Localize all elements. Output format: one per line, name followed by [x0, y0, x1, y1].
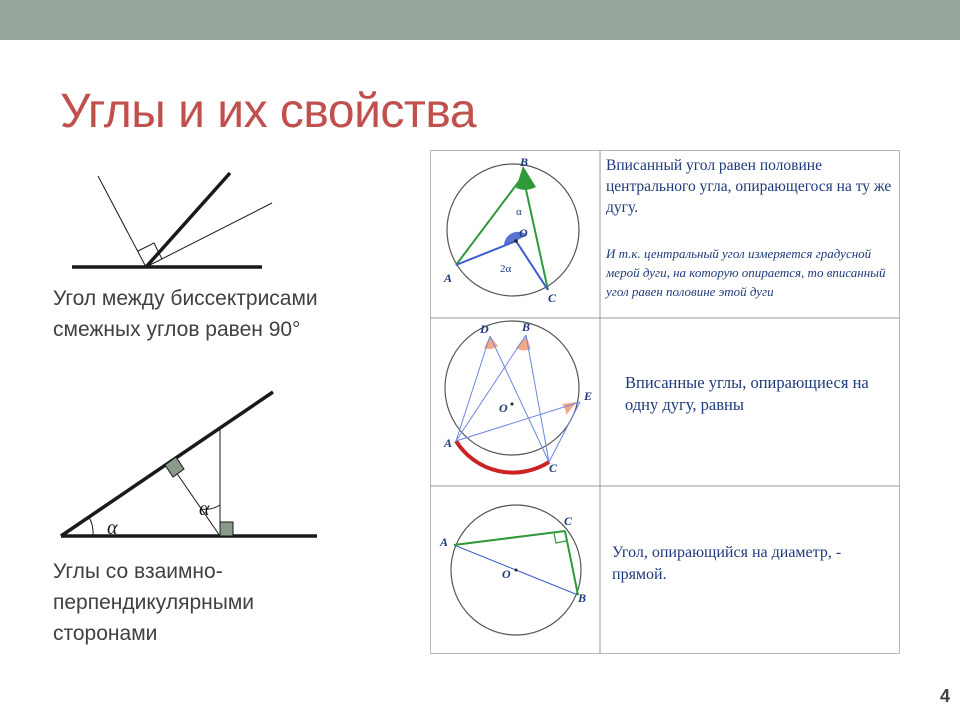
point-o-label-3: O [502, 567, 511, 581]
alpha-label: α [516, 206, 522, 218]
top-banner [0, 0, 960, 40]
point-o-label: O [519, 226, 528, 240]
alpha-label-upper: α [199, 498, 210, 520]
point-a-label-2: A [444, 436, 453, 450]
slide-title: Углы и их свойства [60, 85, 477, 138]
point-b-label-3: B [578, 591, 587, 605]
point-d-label: D [480, 322, 489, 336]
equal-angles-statement: Вписанные углы, опирающиеся на одну дугу, равны [625, 373, 869, 414]
point-b-label-2: B [522, 320, 531, 334]
point-a-label-3: A [440, 535, 449, 549]
bisectors-caption: Угол между биссектрисами смежных углов равен 90° [53, 287, 318, 341]
perpendicular-caption: Углы со взаимно-перпендикулярными сторонами [53, 560, 254, 645]
point-e-label: E [584, 389, 593, 403]
point-c-label: C [548, 291, 557, 305]
inscribed-angle-explanation: И т.к. центральный угол измеряется градусной мерой дуги, на которую опирается, то вписанный угол равен половине этой дуги [606, 246, 886, 299]
point-o-label-2: O [499, 401, 508, 415]
point-c-label-3: C [564, 514, 573, 528]
point-a-label: A [444, 271, 453, 285]
perpendicular-figure [55, 385, 325, 545]
bisectors-figure [60, 160, 280, 280]
inscribed-angle-statement: Вписанный угол равен половине центрального угла, опирающегося на ту же дугу. [606, 157, 892, 216]
two-alpha-label: 2α [500, 263, 512, 275]
slide-number: 4 [940, 686, 951, 706]
point-b-label: B [520, 155, 529, 169]
alpha-label-lower: α [107, 517, 118, 539]
point-c-label-2: C [549, 461, 558, 475]
diameter-angle-statement: Угол, опирающийся на диаметр, - прямой. [612, 544, 842, 583]
